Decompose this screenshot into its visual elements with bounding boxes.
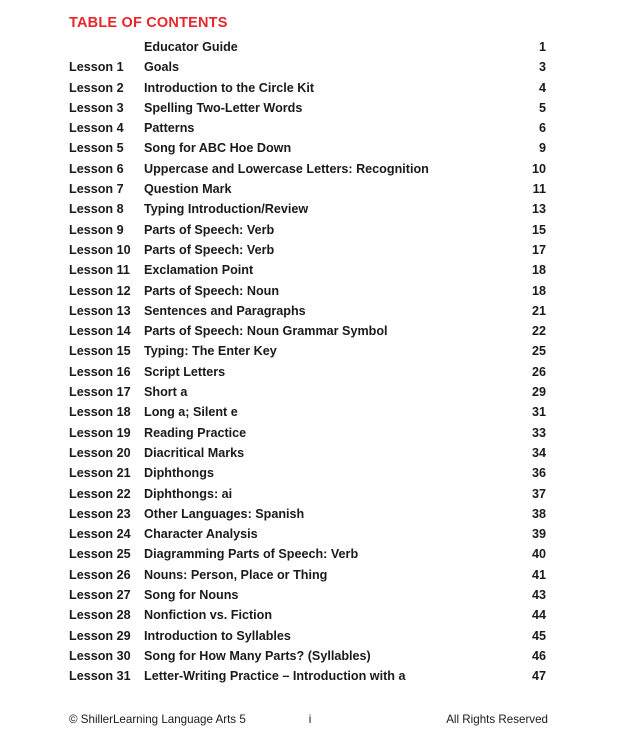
toc-entry-page-number: 41: [531, 567, 546, 582]
toc-entry-title: Diacritical Marks: [144, 445, 245, 460]
toc-entry[interactable]: [0, 544, 620, 564]
toc-entry[interactable]: [0, 341, 620, 361]
table-of-contents-list: [0, 37, 620, 687]
toc-entry-title: Diagramming Parts of Speech: Verb: [144, 547, 359, 562]
toc-entry-page-number: 15: [531, 222, 546, 237]
toc-entry[interactable]: [0, 98, 620, 118]
toc-entry-lesson: Lesson 30: [69, 648, 131, 663]
toc-entry-title: Diphthongs: ai: [144, 486, 233, 501]
toc-entry-page-number: 43: [531, 588, 546, 603]
page-title: TABLE OF CONTENTS: [69, 15, 228, 31]
toc-entry-page-number: 10: [531, 161, 546, 176]
toc-entry-lesson: Lesson 18: [69, 405, 131, 420]
toc-entry-lesson: Lesson 14: [69, 324, 131, 339]
toc-entry-page-number: 5: [538, 100, 546, 115]
toc-entry-title: Letter-Writing Practice – Introduction with a: [144, 669, 406, 684]
toc-entry[interactable]: [0, 301, 620, 321]
toc-entry-page-number: 38: [531, 506, 546, 521]
toc-entry-lesson: Lesson 5: [69, 141, 124, 156]
toc-entry-title: Short a: [144, 385, 188, 400]
toc-entry-page-number: 46: [531, 648, 546, 663]
toc-entry-page-number: 18: [531, 283, 546, 298]
toc-entry[interactable]: [0, 524, 620, 544]
page-footer: [0, 710, 620, 730]
toc-entry-lesson: Lesson 26: [69, 567, 131, 582]
toc-entry[interactable]: [0, 78, 620, 98]
toc-entry-lesson: Lesson 22: [69, 486, 131, 501]
toc-entry[interactable]: [0, 626, 620, 646]
toc-entry-lesson: Lesson 9: [69, 222, 124, 237]
toc-entry-lesson: Lesson 12: [69, 283, 131, 298]
toc-entry-page-number: 13: [531, 202, 546, 217]
toc-entry-title: Reading Practice: [144, 425, 247, 440]
toc-entry[interactable]: [0, 260, 620, 280]
toc-entry-title: Educator Guide: [144, 40, 238, 54]
toc-entry-page-number: 21: [531, 303, 546, 318]
toc-entry-lesson: Lesson 28: [69, 608, 131, 623]
toc-entry-lesson: Lesson 15: [69, 344, 131, 359]
toc-entry-page-number: 25: [531, 344, 546, 359]
toc-entry-page-number: 45: [531, 628, 546, 643]
toc-entry-title: Question Mark: [144, 182, 232, 197]
toc-entry[interactable]: [0, 605, 620, 625]
toc-entry-page-number: 9: [538, 141, 546, 156]
toc-entry-lesson: Lesson 11: [69, 263, 130, 278]
toc-entry-lesson: Lesson 31: [69, 669, 131, 684]
toc-entry-lesson: Lesson 10: [69, 242, 131, 257]
toc-entry-page-number: 40: [531, 547, 546, 562]
toc-entry-page-number: 29: [531, 385, 546, 400]
toc-entry-title: Typing: The Enter Key: [144, 344, 277, 359]
toc-entry-lesson: Lesson 1: [69, 60, 124, 75]
toc-entry-page-number: 22: [531, 324, 546, 339]
toc-entry-lesson: Lesson 7: [69, 182, 124, 197]
toc-entry[interactable]: [0, 179, 620, 199]
toc-entry-page-number: 31: [531, 405, 546, 420]
toc-entry-title: Song for ABC Hoe Down: [144, 141, 292, 156]
toc-entry-lesson: Lesson 29: [69, 628, 131, 643]
toc-entry-lesson: Lesson 16: [69, 364, 131, 379]
toc-entry-title: Parts of Speech: Verb: [144, 242, 275, 257]
toc-entry-title: Song for How Many Parts? (Syllables): [144, 648, 371, 663]
toc-entry-title: Parts of Speech: Noun Grammar Symbol: [144, 324, 388, 339]
toc-entry[interactable]: [0, 423, 620, 443]
toc-entry-page-number: 44: [531, 608, 546, 623]
toc-entry-lesson: Lesson 27: [69, 588, 131, 603]
toc-entry-title: Typing Introduction/Review: [144, 202, 309, 217]
toc-entry-title: Song for Nouns: [144, 588, 239, 603]
toc-entry[interactable]: [0, 281, 620, 301]
toc-entry-page-number: 36: [531, 466, 546, 481]
toc-entry-title: Spelling Two-Letter Words: [144, 100, 303, 115]
toc-entry-title: Goals: [144, 60, 179, 75]
toc-entry-title: Nouns: Person, Place or Thing: [144, 567, 328, 582]
toc-entry-page-number: 33: [531, 425, 546, 440]
toc-entry[interactable]: [0, 57, 620, 77]
toc-entry-page-number: 47: [531, 669, 546, 684]
toc-entry[interactable]: [0, 321, 620, 341]
toc-entry-title: Script Letters: [144, 364, 226, 379]
toc-entry[interactable]: [0, 199, 620, 219]
toc-entry-title: Character Analysis: [144, 527, 258, 542]
toc-entry-lesson: Lesson 4: [69, 121, 124, 136]
toc-entry-page-number: 37: [531, 486, 546, 501]
toc-entry-title: Introduction to Syllables: [144, 628, 291, 643]
toc-entry-page-number: 3: [538, 60, 546, 75]
toc-entry-title: Long a; Silent e: [144, 405, 238, 420]
toc-entry-lesson: Lesson 3: [69, 100, 124, 115]
toc-entry-lesson: Lesson 19: [69, 425, 131, 440]
toc-entry[interactable]: [0, 37, 620, 57]
toc-entry[interactable]: [0, 362, 620, 382]
toc-entry-title: Exclamation Point: [144, 263, 254, 278]
toc-entry-page-number: 11: [532, 182, 546, 197]
toc-entry-lesson: Lesson 6: [69, 161, 124, 176]
toc-entry[interactable]: [0, 402, 620, 422]
toc-entry-page-number: 26: [531, 364, 546, 379]
footer-copyright: © ShillerLearning Language Arts 5: [69, 713, 246, 726]
toc-entry[interactable]: [0, 585, 620, 605]
footer-page-number: i: [308, 713, 312, 726]
toc-entry-page-number: 17: [531, 242, 546, 257]
toc-entry-lesson: Lesson 17: [69, 385, 131, 400]
toc-entry-lesson: Lesson 2: [69, 80, 124, 95]
toc-entry-title: Uppercase and Lowercase Letters: Recognition: [144, 161, 429, 176]
toc-entry-lesson: Lesson 20: [69, 445, 131, 460]
toc-entry[interactable]: [0, 382, 620, 402]
toc-entry[interactable]: [0, 220, 620, 240]
toc-entry[interactable]: [0, 443, 620, 463]
toc-entry-page-number: 34: [531, 445, 546, 460]
toc-entry-page-number: 18: [531, 263, 546, 278]
toc-entry-title: Parts of Speech: Noun: [144, 283, 280, 298]
toc-entry[interactable]: [0, 118, 620, 138]
toc-entry[interactable]: [0, 138, 620, 158]
toc-entry[interactable]: [0, 646, 620, 666]
toc-entry-page-number: 6: [538, 121, 546, 136]
toc-entry-lesson: Lesson 21: [69, 466, 131, 481]
toc-entry-lesson: Lesson 25: [69, 547, 131, 562]
toc-entry-title: Patterns: [144, 121, 195, 136]
toc-entry-lesson: Lesson 8: [69, 202, 124, 217]
toc-entry[interactable]: [0, 240, 620, 260]
toc-entry[interactable]: [0, 159, 620, 179]
toc-entry[interactable]: [0, 666, 620, 686]
toc-entry[interactable]: [0, 565, 620, 585]
toc-entry[interactable]: [0, 484, 620, 504]
toc-entry-lesson: Lesson 24: [69, 527, 131, 542]
toc-entry-title: Introduction to the Circle Kit: [144, 80, 315, 95]
toc-entry-title: Nonfiction vs. Fiction: [144, 608, 273, 623]
toc-entry-lesson: Lesson 23: [69, 506, 131, 521]
toc-entry-page-number: 4: [538, 80, 546, 95]
footer-rights-notice: All Rights Reserved: [446, 713, 548, 726]
toc-entry-lesson: Lesson 13: [69, 303, 131, 318]
toc-entry-title: Sentences and Paragraphs: [144, 303, 306, 318]
toc-entry-title: Other Languages: Spanish: [144, 506, 305, 521]
toc-entry-title: Diphthongs: [144, 466, 214, 481]
toc-entry-title: Parts of Speech: Verb: [144, 222, 275, 237]
toc-entry-page-number: 1: [538, 40, 546, 54]
toc-entry-page-number: 39: [531, 527, 546, 542]
toc-entry[interactable]: [0, 504, 620, 524]
toc-entry[interactable]: [0, 463, 620, 483]
